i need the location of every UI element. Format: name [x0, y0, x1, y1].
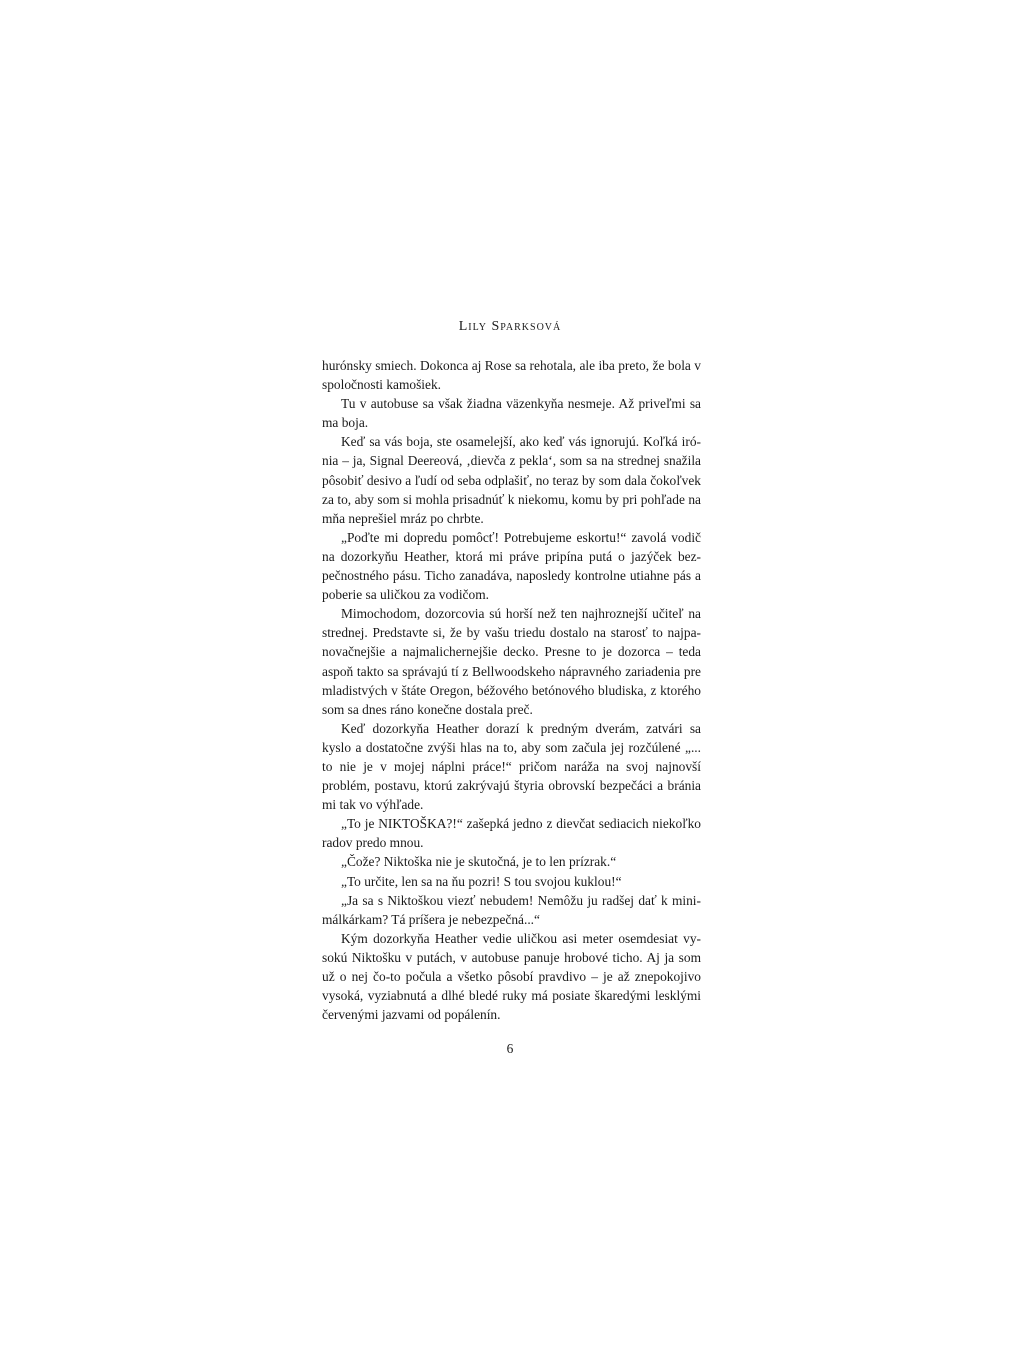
running-head-author: Lily Sparksová [458, 319, 562, 334]
body-text [322, 356, 701, 1024]
paragraph-11: Kým dozorkyňa Heather vedie uličkou asi meter osemdesiat vysokú Niktošku v putách, v autobuse panuje hrobové ticho. Aj ja som už o nej čo-to počula a všetko pôsobí pravdivo – je až znepokojivo vysoká, vyziabnutá a dlhé bledé ruky má posiate škaredými lesklými červenými jazvami od popálenín. [322, 930, 701, 1023]
paragraph-9: „To určite, len sa na ňu pozri! S tou svojou kuklou!“ [341, 873, 622, 889]
paragraph-6: Keď dozorkyňa Heather dorazí k predným dverám, zatvári sa kyslo a dostatočne zvýši hlas na to, aby som začula jej rozčúlené „... to nie je v mojej náplni práce!“ pričom naráža na svoj najnovší problém, postavu, ktorú zakrývajú štyria obrovskí bezpečáci a bránia mi tak vo výhľade. [322, 720, 701, 813]
page-number: 6 [506, 1041, 514, 1056]
paragraph-4: „Poďte mi dopredu pomôcť! Potrebujeme eskortu!“ zavolá vodič na dozorkyňu Heather, ktorá mi práve pripína putá o jazýček bezpečnostného pásu. Ticho zanadáva, naposledy kontrolne utiahne pás a poberie sa uličkou za vodičom. [322, 529, 701, 603]
paragraph-10: „Ja sa s Niktoškou viezť nebudem! Nemôžu ju radšej dať k minimálkárkam? Tá príšera je nebezpečná...“ [322, 892, 701, 927]
paragraph-5: Mimochodom, dozorcovia sú horší než ten najhroznejší učiteľ na strednej. Predstavte si, že by vašu triedu dostalo na starosť to najpanovačnejšie a najmalichernejšie decko. Presne to je dozorca – teda aspoň takto sa správajú tí z Bellwoodskeho nápravného zariadenia pre mladistvých v štáte Oregon, béžového betónového bludiska, z ktorého som sa dnes ráno konečne dostala preč. [322, 606, 701, 717]
paragraph-1: hurónsky smiech. Dokonca aj Rose sa rehotala, ale iba preto, že bola v spoločnosti kamošiek. [322, 358, 701, 393]
paragraph-2: Tu v autobuse sa však žiadna väzenkyňa nesmeje. Až priveľmi sa ma boja. [322, 396, 701, 431]
paragraph-8: „Čože? Niktoška nie je skutočná, je to len prízrak.“ [341, 854, 617, 870]
paragraph-7: „To je NIKTOŠKA?!“ zašepká jedno z dievčat sediacich niekoľko radov predo mnou. [322, 816, 701, 851]
paragraph-3: Keď sa vás boja, ste osamelejší, ako keď vás ignorujú. Koľká irónia – ja, Signal Deereová, ‚dievča z pekla‘, som sa na strednej snažila pôsobiť desivo a ľudí od seba odplašiť, no teraz by som dala čokoľvek za to, aby som si mohla prisadnúť k niekomu, komu by pri pohľade na mňa neprešiel mráz po chrbte. [322, 434, 701, 526]
